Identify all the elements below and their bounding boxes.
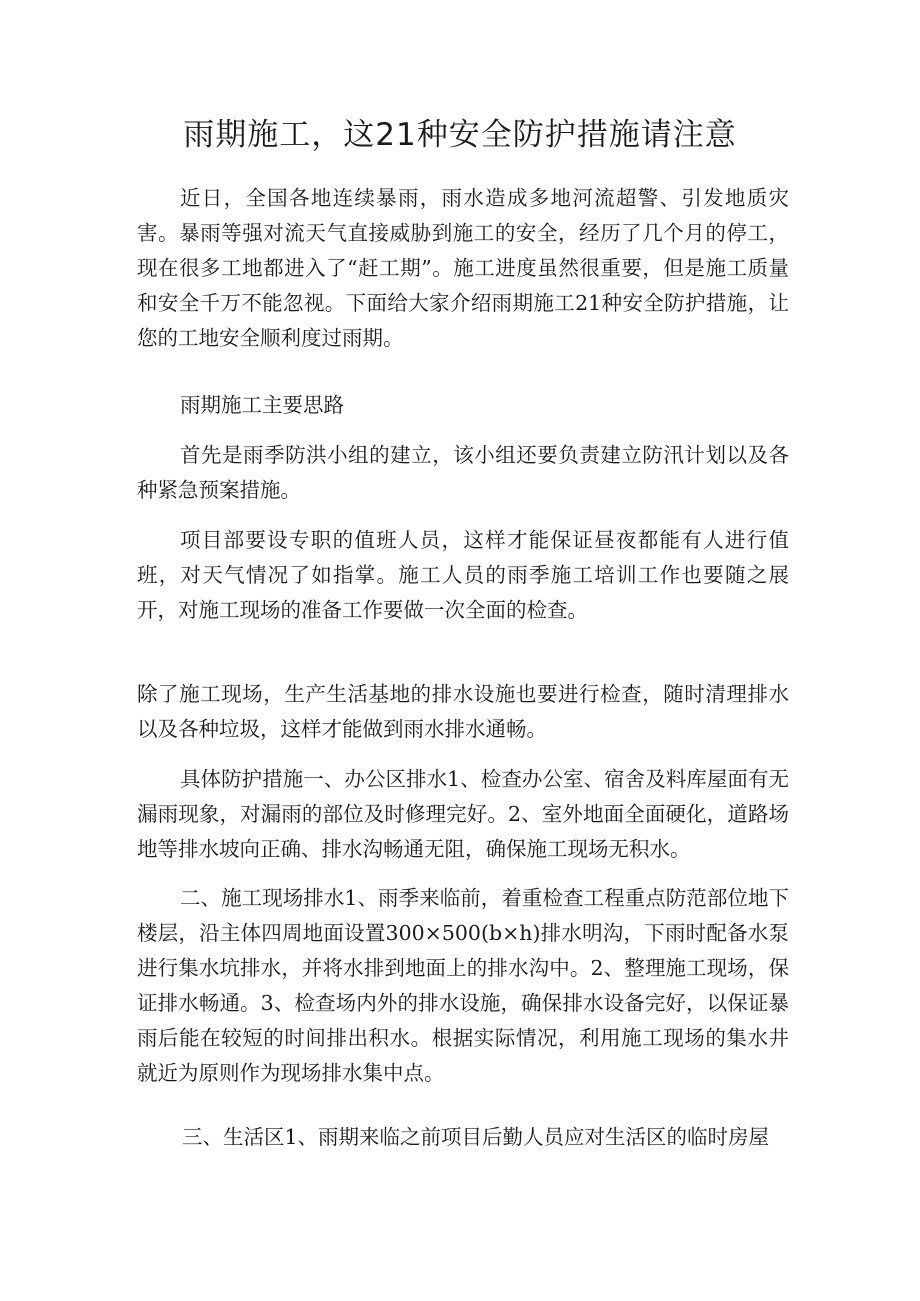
document-title: 雨期施工，这21种安全防护措施请注意 [183,117,737,153]
paragraph-drainage-check: 除了施工现场，生产生活基地的排水设施也要进行检查，随时清理排水以及各种垃圾，这样才能做到雨水排水通畅。 [137,682,789,741]
paragraph-section-heading: 雨期施工主要思路 [180,393,344,417]
paragraph-measure-living: 三、生活区1、雨期来临之前项目后勤人员应对生活区的临时房屋 [182,1125,770,1149]
paragraph-intro: 近日，全国各地连续暴雨，雨水造成多地河流超警、引发地质灾害。暴雨等强对流天气直接威胁到施工的安全，经历了几个月的停工，现在很多工地都进入了“赶工期”。施工进度虽然很重要，但是施工质量和安全千万不能忽视。下面给大家介绍雨期施工21种安全防护措施，让您的工地安全顺利度过雨期。 [137,186,789,350]
paragraph-measure-site: 二、施工现场排水1、雨季来临前，着重检查工程重点防范部位地下楼层，沿主体四周地面设置300×500(b×h)排水明沟，下雨时配备水泵进行集水坑排水，并将水排到地面上的排水沟中。2、整理施工现场，保证排水畅通。3、检查场内外的排水设施，确保排水设备完好，以保证暴雨后能在较短的时间排出积水。根据实际情况，利用施工现场的集水井就近为原则作为现场排水集中点。 [137,886,789,1085]
paragraph-duty-staff: 项目部要设专职的值班人员，这样才能保证昼夜都能有人进行值班，对天气情况了如指掌。施工人员的雨季施工培训工作也要随之展开，对施工现场的准备工作要做一次全面的检查。 [137,528,789,622]
paragraph-measure-office: 具体防护措施一、办公区排水1、检查办公室、宿舍及料库屋面有无漏雨现象，对漏雨的部位及时修理完好。2、室外地面全面硬化，道路场地等排水坡向正确、排水沟畅通无阻，确保施工现场无积水。 [137,767,789,861]
paragraph-flood-team: 首先是雨季防洪小组的建立，该小组还要负责建立防汛计划以及各种紧急预案措施。 [137,443,789,502]
